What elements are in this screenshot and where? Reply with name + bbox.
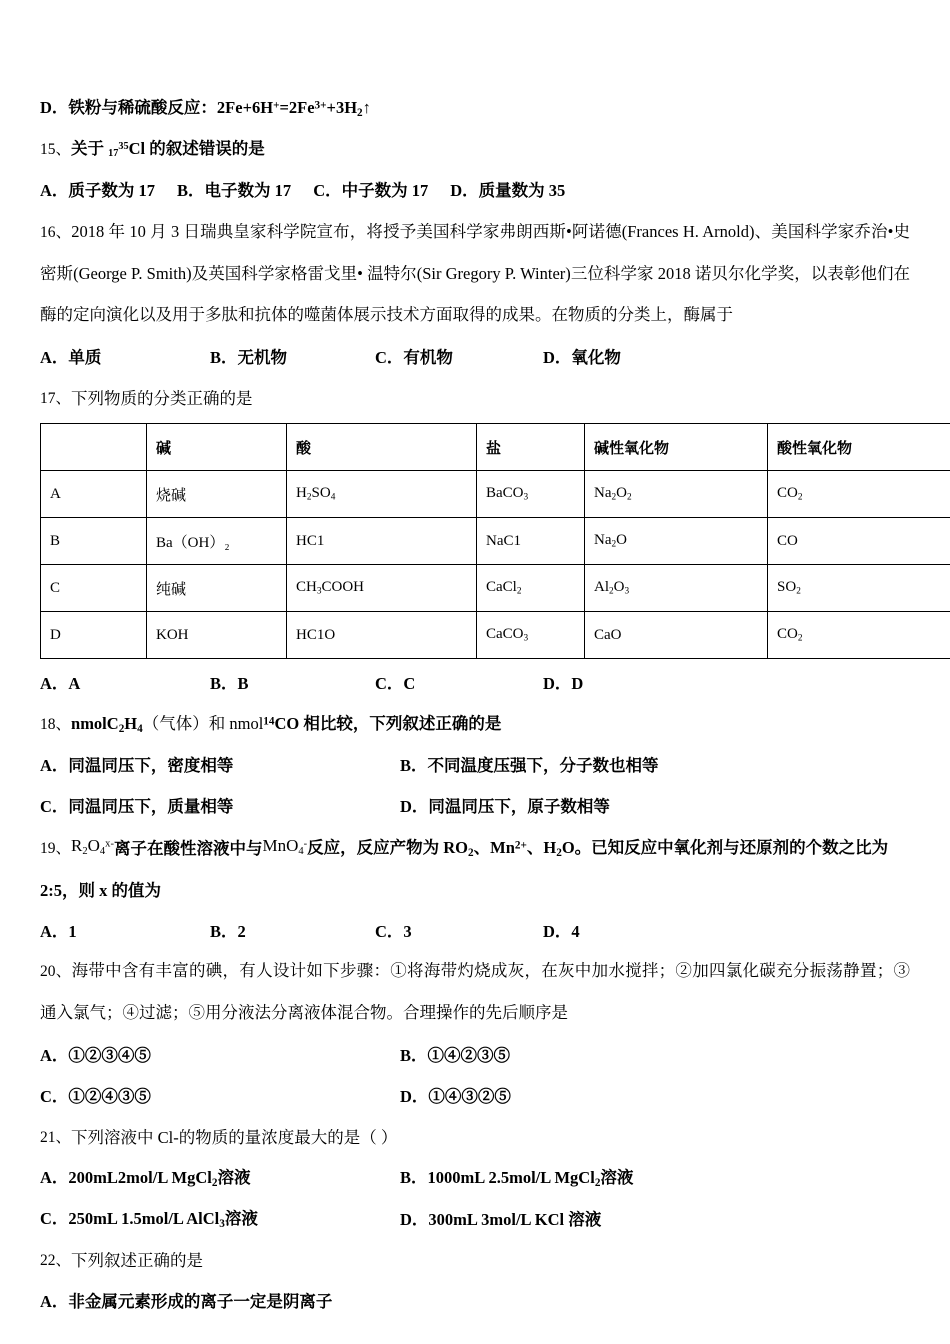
cell-acidic-oxide: CO	[768, 518, 950, 565]
q17-stem	[40, 376, 910, 417]
q21-stem	[40, 1115, 910, 1156]
q14-mid-2: +3H	[326, 97, 358, 117]
page-content	[40, 86, 910, 1320]
q14-tail: ↑	[362, 97, 371, 117]
q19-option-c[interactable]: C．3	[375, 921, 412, 941]
cell-salt: NaC1	[477, 518, 585, 565]
table-header-basic-oxide: 碱性氧化物	[585, 424, 768, 471]
q17-option-a[interactable]: A．A	[40, 673, 81, 693]
q15-iso-sup: 35	[118, 141, 129, 153]
table-header-row	[41, 424, 950, 471]
cell-acid: $H_2SO_4$	[287, 471, 477, 518]
q17-number: 17、	[40, 389, 72, 407]
q18-stem-c: （气体）和 nmol	[142, 713, 264, 733]
q21-number: 21、	[40, 1128, 72, 1146]
q15-stem	[40, 127, 910, 168]
q15-number: 15、	[40, 140, 72, 158]
cell-acidic-oxide: $CO_2$	[768, 612, 950, 659]
q15-option-c[interactable]: C．中子数为 17	[313, 180, 429, 200]
table-row	[41, 565, 950, 612]
q18-options-row-1	[40, 743, 910, 784]
table-row	[41, 518, 950, 565]
q18-stem-a: nmolC	[71, 713, 119, 733]
q15-options	[40, 168, 910, 209]
q14-sup-1: +	[273, 99, 280, 112]
q15-option-a[interactable]: A．质子数为 17	[40, 180, 156, 200]
cell-basic-oxide: $Na_2O$	[585, 518, 768, 565]
cell-base: 纯碱	[147, 565, 287, 612]
q14-sup-2: 3+	[314, 99, 327, 112]
q19-stem-mid-3: 、Mn	[473, 837, 515, 857]
q21-option-b[interactable]: B．1000mL 2.5mol/L MgCl$_2$溶液	[400, 1167, 634, 1190]
cell-salt: CaCl$_2$	[477, 565, 585, 612]
q18-stem-d: CO 相比较，下列叙述正确的是	[274, 713, 502, 733]
q16-stem-text: 2018 年 10 月 3 日瑞典皇家科学院宣布，将授予美国科学家弗朗西斯•阿诺德(Frances H. Arnold)、美国科学家乔治•史密斯(George P. Smith)及英国科学家格雷戈里• 温特尔(Sir Gregory P. Winter)三位科学家 2018 诺贝尔化学奖，以表彰他们在酶的定向演化以及用于多肽和抗体的噬菌体展示技术方面取得的成果。在物质的分类上，酶属于	[40, 222, 910, 324]
q16-option-b[interactable]: B．无机物	[210, 347, 288, 367]
cell-basic-oxide: $Na_2O_2$	[585, 471, 768, 518]
q18-sub-1: 2	[118, 723, 125, 736]
cell-acidic-oxide: $SO_2$	[768, 565, 950, 612]
q15-iso-element: Cl	[128, 139, 146, 159]
q19-option-a[interactable]: A．1	[40, 921, 77, 941]
cell-base: KOH	[147, 612, 287, 659]
q14-mid-1: =2Fe	[279, 97, 315, 117]
cell-basic-oxide: $Al_2O_3$	[585, 565, 768, 612]
cell-base: 烧碱	[147, 471, 287, 518]
q19-stem-mid-1: 离子在酸性溶液中与	[113, 838, 263, 858]
q18-option-b[interactable]: B．不同温度压强下，分子数也相等	[400, 755, 659, 775]
q17-option-b[interactable]: B．B	[210, 673, 249, 693]
q21-option-a[interactable]: A．200mL2mol/L MgCl$_2$溶液	[40, 1167, 251, 1190]
q19-stem-line-2	[40, 868, 910, 909]
q19-number: 19、	[40, 839, 72, 857]
q20-number: 20、	[40, 963, 72, 980]
q22-options	[40, 1279, 910, 1320]
q16-option-c[interactable]: C．有机物	[375, 347, 453, 367]
q21-option-c[interactable]: C．250mL 1.5mol/L AlCl$_3$溶液	[40, 1208, 258, 1231]
q17-option-d[interactable]: D．D	[543, 673, 584, 693]
q20-options-row-1	[40, 1033, 910, 1074]
q20-stem	[40, 950, 910, 1033]
q21-option-d[interactable]: D．300mL 3mol/L KCl 溶液	[400, 1209, 602, 1229]
q20-options-row-2	[40, 1074, 910, 1115]
q20-stem-text: 海带中含有丰富的碘，有人设计如下步骤：①将海带灼烧成灰，在灰中加水搅拌；②加四氯化碳充分振荡静置；③通入氯气；④过滤；⑤用分液法分离液体混合物。合理操作的先后顺序是	[40, 961, 910, 1022]
q19-ion-r2o4x: $R_2O_4^{x-}$	[71, 836, 114, 857]
q19-stem-line2-text: 2:5，则 x 的值为	[40, 880, 161, 900]
classification-table	[40, 423, 950, 659]
q20-option-b[interactable]: B．①④②③⑤	[400, 1045, 511, 1065]
cell-acidic-oxide: $CO_2$	[768, 471, 950, 518]
q19-ro2-sub: 2	[468, 847, 474, 860]
row-label: C	[41, 565, 147, 612]
q18-stem-b: H	[124, 713, 138, 733]
table-body	[41, 424, 950, 659]
q19-mno4-ion: MnO$_4$-	[262, 836, 308, 857]
q16-option-a[interactable]: A．单质	[40, 347, 102, 367]
cell-salt: CaCO$_3$	[477, 612, 585, 659]
table-header-salt: 盐	[477, 424, 585, 471]
q15-stem-pre: 关于	[71, 139, 109, 159]
q22-number: 22、	[40, 1251, 72, 1269]
q16-option-d[interactable]: D．氧化物	[543, 347, 621, 367]
q19-h2o-sub: 2	[556, 847, 562, 860]
q18-options-row-2	[40, 784, 910, 825]
q18-number: 18、	[40, 715, 72, 733]
q14-option-d-text: D．铁粉与稀硫酸反应：2Fe+6H	[40, 97, 274, 117]
q19-option-b[interactable]: B．2	[210, 921, 246, 941]
table-header-acidic-oxide: 酸性氧化物	[768, 424, 950, 471]
q15-iso-sub: 17	[108, 148, 119, 160]
q18-stem	[40, 702, 910, 743]
q17-options	[40, 661, 910, 702]
row-label: D	[41, 612, 147, 659]
q15-option-b[interactable]: B．电子数为 17	[177, 180, 292, 200]
cell-acid: HC1	[287, 518, 477, 565]
cell-salt: BaCO$_3$	[477, 471, 585, 518]
q19-stem-mid-5: O。已知反应中氧化剂与还原剂的个数之比为	[561, 837, 889, 857]
q18-option-c[interactable]: C．同温同压下，质量相等	[40, 796, 234, 816]
table-row	[41, 471, 950, 518]
table-row	[41, 612, 950, 659]
q16-options	[40, 335, 910, 376]
q20-option-c[interactable]: C．①②④③⑤	[40, 1086, 151, 1106]
q19-mn-sup: 2+	[514, 839, 527, 852]
q21-options-row-1	[40, 1156, 910, 1197]
q14-sub-1: 2	[357, 107, 363, 120]
table-header-acid: 酸	[287, 424, 477, 471]
q22-stem-text: 下列叙述正确的是	[71, 1250, 204, 1270]
table-header-base: 碱	[147, 424, 287, 471]
row-label: A	[41, 471, 147, 518]
q16-number: 16、	[40, 224, 72, 241]
q19-stem-mid-2: 反应，反应产物为 RO	[307, 837, 469, 857]
q22-option-a[interactable]: A．非金属元素形成的离子一定是阴离子	[40, 1291, 333, 1311]
cell-acid: HC1O	[287, 612, 477, 659]
q22-stem	[40, 1238, 910, 1279]
cell-acid: $CH_3COOH$	[287, 565, 477, 612]
cell-base: Ba（OH）₂	[147, 518, 287, 565]
q19-option-d[interactable]: D．4	[543, 921, 580, 941]
table-header-blank	[41, 424, 147, 471]
q17-option-c[interactable]: C．C	[375, 673, 416, 693]
row-label: B	[41, 518, 147, 565]
q18-sup-1: 14	[263, 715, 275, 728]
cell-basic-oxide: CaO	[585, 612, 768, 659]
q21-options-row-2	[40, 1197, 910, 1238]
q20-option-d[interactable]: D．①④③②⑤	[400, 1086, 511, 1106]
q19-options	[40, 909, 910, 950]
q15-option-d[interactable]: D．质量数为 35	[450, 180, 566, 200]
q17-stem-text: 下列物质的分类正确的是	[71, 388, 253, 408]
q18-option-d[interactable]: D．同温同压下，原子数相等	[400, 796, 610, 816]
q14-option-d	[40, 86, 910, 127]
q21-stem-text: 下列溶液中 Cl-的物质的量浓度最大的是（ ）	[71, 1127, 398, 1147]
q16-stem	[40, 211, 910, 335]
q19-stem-mid-4: 、H	[526, 837, 557, 857]
q18-sub-2: 4	[137, 723, 143, 736]
q20-option-a[interactable]: A．①②③④⑤	[40, 1045, 151, 1065]
q15-stem-post: 的叙述错误的是	[145, 139, 265, 159]
q18-option-a[interactable]: A．同温同压下，密度相等	[40, 755, 234, 775]
q19-stem	[40, 825, 910, 868]
